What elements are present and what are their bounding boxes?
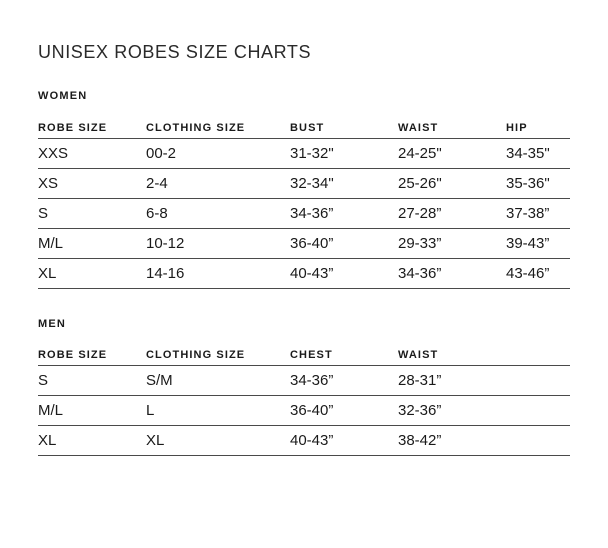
table-cell: 32-34": [290, 169, 398, 199]
table-cell: L: [146, 396, 290, 426]
table-cell: 39-43”: [506, 229, 570, 259]
table-cell: 6-8: [146, 199, 290, 229]
table-cell: XL: [38, 426, 146, 456]
table-cell: S: [38, 366, 146, 396]
table-cell: 32-36”: [398, 396, 506, 426]
table-cell: 31-32": [290, 139, 398, 169]
table-cell: XS: [38, 169, 146, 199]
table-cell: 2-4: [146, 169, 290, 199]
table-header-row: [38, 344, 570, 366]
table-cell: [506, 366, 570, 396]
table-row: [38, 199, 570, 229]
table-cell: S/M: [146, 366, 290, 396]
page-title: UNISEX ROBES SIZE CHARTS: [38, 42, 312, 62]
table-cell: M/L: [38, 396, 146, 426]
table-cell: 24-25": [398, 139, 506, 169]
table-cell: 14-16: [146, 259, 290, 289]
table-row: [38, 169, 570, 199]
column-header-robe-size: ROBE SIZE: [38, 117, 146, 139]
table-row: [38, 396, 570, 426]
table-cell: 43-46”: [506, 259, 570, 289]
table-cell: [506, 396, 570, 426]
table-cell: S: [38, 199, 146, 229]
table-cell: XL: [146, 426, 290, 456]
table-row: [38, 259, 570, 289]
table-cell: 25-26": [398, 169, 506, 199]
column-header-clothing-size: CLOTHING SIZE: [146, 344, 290, 366]
women-size-table: [38, 117, 570, 289]
table-cell: 40-43”: [290, 259, 398, 289]
table-cell: 29-33”: [398, 229, 506, 259]
table-cell: 36-40”: [290, 229, 398, 259]
table-cell: 38-42”: [398, 426, 506, 456]
table-row: [38, 229, 570, 259]
women-section-label: WOMEN: [38, 90, 88, 102]
table-cell: 34-36”: [290, 199, 398, 229]
column-header-empty: [506, 344, 570, 366]
column-header-bust: BUST: [290, 117, 398, 139]
table-header-row: [38, 117, 570, 139]
table-cell: [506, 426, 570, 456]
table-row: [38, 366, 570, 396]
table-cell: XL: [38, 259, 146, 289]
table-row: [38, 139, 570, 169]
column-header-chest: CHEST: [290, 344, 398, 366]
table-cell: 28-31”: [398, 366, 506, 396]
table-row: [38, 426, 570, 456]
table-cell: 34-36”: [290, 366, 398, 396]
column-header-waist: WAIST: [398, 344, 506, 366]
table-cell: 00-2: [146, 139, 290, 169]
table-cell: XXS: [38, 139, 146, 169]
column-header-robe-size: ROBE SIZE: [38, 344, 146, 366]
table-cell: 10-12: [146, 229, 290, 259]
men-section-label: MEN: [38, 318, 67, 330]
table-cell: 27-28”: [398, 199, 506, 229]
table-cell: 40-43”: [290, 426, 398, 456]
men-size-table: [38, 344, 570, 456]
table-cell: M/L: [38, 229, 146, 259]
column-header-waist: WAIST: [398, 117, 506, 139]
table-cell: 36-40”: [290, 396, 398, 426]
column-header-hip: HIP: [506, 117, 570, 139]
table-cell: 34-35": [506, 139, 570, 169]
table-cell: 34-36”: [398, 259, 506, 289]
column-header-clothing-size: CLOTHING SIZE: [146, 117, 290, 139]
table-cell: 37-38”: [506, 199, 570, 229]
table-cell: 35-36": [506, 169, 570, 199]
